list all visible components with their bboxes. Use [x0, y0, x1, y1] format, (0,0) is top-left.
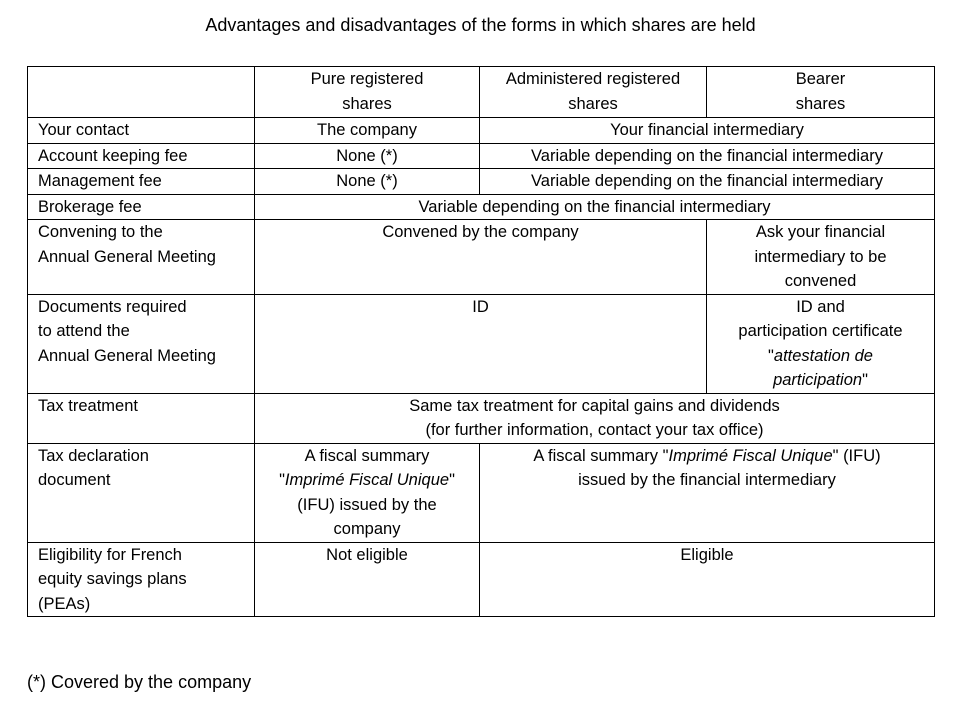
table-row-brokerage-fee: [28, 194, 935, 220]
header-pure-registered: Pure registered shares: [255, 67, 480, 118]
cell-value: ID: [255, 294, 707, 393]
table-row-pea: [28, 542, 935, 617]
table-header-row: [28, 67, 935, 118]
cell-value: A fiscal summary "Imprimé Fiscal Unique" (IFU) issued by the financial intermediary: [480, 443, 935, 542]
cell-value: None (*): [255, 143, 480, 169]
cell-value: The company: [255, 118, 480, 144]
cell-value: Variable depending on the financial intermediary: [480, 143, 935, 169]
cell-value: Eligible: [480, 542, 935, 617]
page-title: Advantages and disadvantages of the forms in which shares are held: [205, 15, 756, 35]
table-row-tax-declaration: [28, 443, 935, 542]
cell-value: Convened by the company: [255, 220, 707, 295]
table-row-documents: [28, 294, 935, 393]
table-row-contact: [28, 118, 935, 144]
table-row-tax-treatment: [28, 393, 935, 443]
footnote: (*) Covered by the company: [27, 672, 252, 692]
comparison-table: [27, 66, 935, 617]
table-row-convening: [28, 220, 935, 295]
header-administered-registered: Administered registered shares: [480, 67, 707, 118]
row-label: Eligibility for French equity savings plans (PEAs): [28, 542, 255, 617]
cell-value: A fiscal summary "Imprimé Fiscal Unique" (IFU) issued by the company: [255, 443, 480, 542]
table-row-management-fee: [28, 169, 935, 195]
table-row-account-fee: [28, 143, 935, 169]
cell-value: Ask your financial intermediary to be convened: [707, 220, 935, 295]
cell-value: Variable depending on the financial intermediary: [255, 194, 935, 220]
row-label: Brokerage fee: [28, 194, 255, 220]
cell-value: Not eligible: [255, 542, 480, 617]
row-label: Tax declaration document: [28, 443, 255, 542]
row-label: Your contact: [28, 118, 255, 144]
cell-value: None (*): [255, 169, 480, 195]
cell-value: Same tax treatment for capital gains and dividends (for further information, contact your tax office): [255, 393, 935, 443]
row-label: Account keeping fee: [28, 143, 255, 169]
row-label: Management fee: [28, 169, 255, 195]
header-bearer: Bearer shares: [707, 67, 935, 118]
cell-value: Variable depending on the financial intermediary: [480, 169, 935, 195]
header-empty-cell: [28, 67, 255, 118]
row-label: Tax treatment: [28, 393, 255, 443]
row-label: Convening to the Annual General Meeting: [28, 220, 255, 295]
row-label: Documents required to attend the Annual General Meeting: [28, 294, 255, 393]
cell-value: Your financial intermediary: [480, 118, 935, 144]
cell-value: ID and participation certificate "attestation de participation": [707, 294, 935, 393]
